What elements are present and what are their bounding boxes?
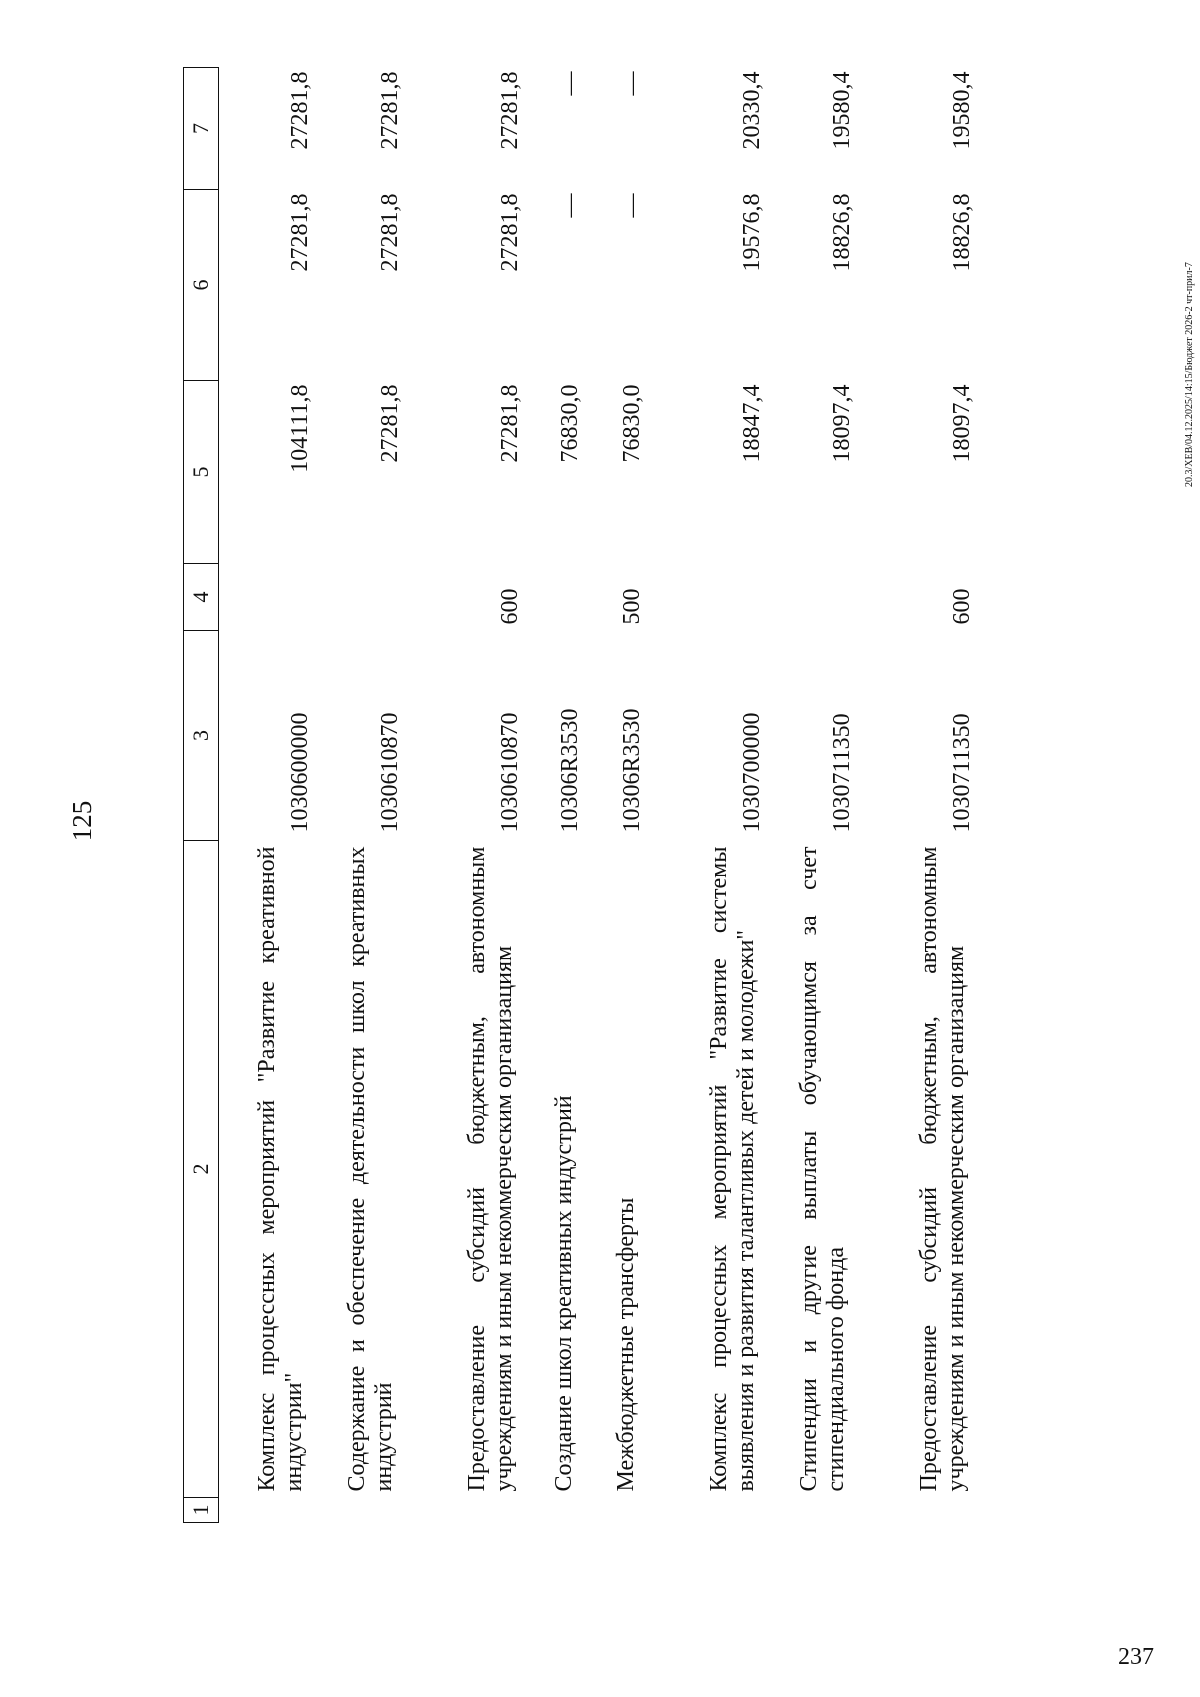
row-value-5: 76830,0 xyxy=(618,384,645,463)
row-value-6: 27281,8 xyxy=(496,193,523,272)
row-name: Предоставление субсидий бюджетным, автономным учреждениям и иным некоммерческим организациям xyxy=(915,846,969,1492)
row-spacer xyxy=(314,1498,404,1523)
table-row xyxy=(584,68,646,1523)
row-value-6: — xyxy=(618,193,645,218)
table-row xyxy=(314,68,404,1523)
row-name: Комплекс процессных мероприятий "Развитие креативной индустрии" xyxy=(253,846,307,1492)
row-value-6: 19576,8 xyxy=(738,193,765,272)
row-code: 10306R3530 xyxy=(618,708,645,833)
row-value-6: 27281,8 xyxy=(376,193,403,272)
row-vr: 600 xyxy=(948,588,975,625)
table-row xyxy=(404,68,524,1523)
row-value-5: 18097,4 xyxy=(948,384,975,463)
budget-table xyxy=(183,67,976,1523)
row-value-6: 18826,8 xyxy=(948,193,975,272)
row-vr xyxy=(646,564,766,631)
row-value-7: 27281,8 xyxy=(376,71,403,150)
header-col-6: 6 xyxy=(184,190,219,381)
bottom-page-number: 237 xyxy=(1118,1644,1154,1670)
row-vr xyxy=(766,564,856,631)
row-vr xyxy=(524,564,584,631)
table-row xyxy=(219,68,314,1523)
row-name: Предоставление субсидий бюджетным, автономным учреждениям и иным некоммерческим организациям xyxy=(463,846,517,1492)
row-value-5: 104111,8 xyxy=(286,384,313,473)
table-row xyxy=(766,68,856,1523)
row-code: 1030711350 xyxy=(828,713,855,833)
row-value-7: 20330,4 xyxy=(738,71,765,150)
table-row xyxy=(646,68,766,1523)
row-spacer xyxy=(646,1498,766,1523)
row-spacer xyxy=(404,1498,524,1523)
row-code: 1030610870 xyxy=(496,712,523,833)
row-vr xyxy=(314,564,404,631)
row-code: 1030610870 xyxy=(376,712,403,833)
row-value-6: — xyxy=(556,193,583,218)
row-code: 1030711350 xyxy=(948,713,975,833)
row-spacer xyxy=(524,1498,584,1523)
row-name: Создание школ креативных индустрий xyxy=(550,1095,577,1492)
row-value-5: 18097,4 xyxy=(828,384,855,463)
row-value-7: — xyxy=(618,71,645,96)
header-col-5: 5 xyxy=(184,381,219,564)
row-value-5: 27281,8 xyxy=(496,384,523,463)
row-code: 1030700000 xyxy=(738,712,765,833)
row-code: 1030600000 xyxy=(286,712,313,833)
row-value-5: 18847,4 xyxy=(738,384,765,463)
header-col-2: 2 xyxy=(184,841,219,1498)
header-col-1: 1 xyxy=(184,1498,219,1523)
row-name: Комплекс процессных мероприятий "Развитие системы выявления и развития талантливых детей и молодежи" xyxy=(705,846,759,1492)
header-row xyxy=(184,68,219,1523)
row-value-7: 27281,8 xyxy=(496,71,523,150)
row-code: 10306R3530 xyxy=(556,708,583,833)
row-value-5: 76830,0 xyxy=(556,384,583,463)
table-row xyxy=(856,68,976,1523)
row-vr: 500 xyxy=(618,588,645,625)
row-spacer xyxy=(219,1498,314,1523)
row-name: Межбюджетные трансферты xyxy=(612,1197,639,1492)
header-col-4: 4 xyxy=(184,564,219,631)
row-name: Стипендии и другие выплаты обучающимся за счет стипендиального фонда xyxy=(795,846,849,1492)
row-vr xyxy=(219,564,314,631)
footer-document-code: 20.3/ХЕВ/04.12.2025/14:15/Бюджет 2026-2 чт-прил-7 xyxy=(1184,262,1195,487)
row-vr: 600 xyxy=(496,588,523,625)
row-value-5: 27281,8 xyxy=(376,384,403,463)
header-col-7: 7 xyxy=(184,68,219,190)
header-col-3: 3 xyxy=(184,631,219,841)
row-value-7: 19580,4 xyxy=(828,71,855,150)
row-spacer xyxy=(584,1498,646,1523)
row-value-6: 18826,8 xyxy=(828,193,855,272)
row-value-6: 27281,8 xyxy=(286,193,313,272)
row-value-7: — xyxy=(556,71,583,96)
top-page-number: 125 xyxy=(67,800,97,842)
budget-table-container xyxy=(183,68,1188,1523)
row-name: Содержание и обеспечение деятельности школ креативных индустрий xyxy=(343,846,397,1492)
table-row xyxy=(524,68,584,1523)
row-value-7: 27281,8 xyxy=(286,71,313,150)
row-spacer xyxy=(766,1498,856,1523)
row-value-7: 19580,4 xyxy=(948,71,975,150)
row-spacer xyxy=(856,1498,976,1523)
